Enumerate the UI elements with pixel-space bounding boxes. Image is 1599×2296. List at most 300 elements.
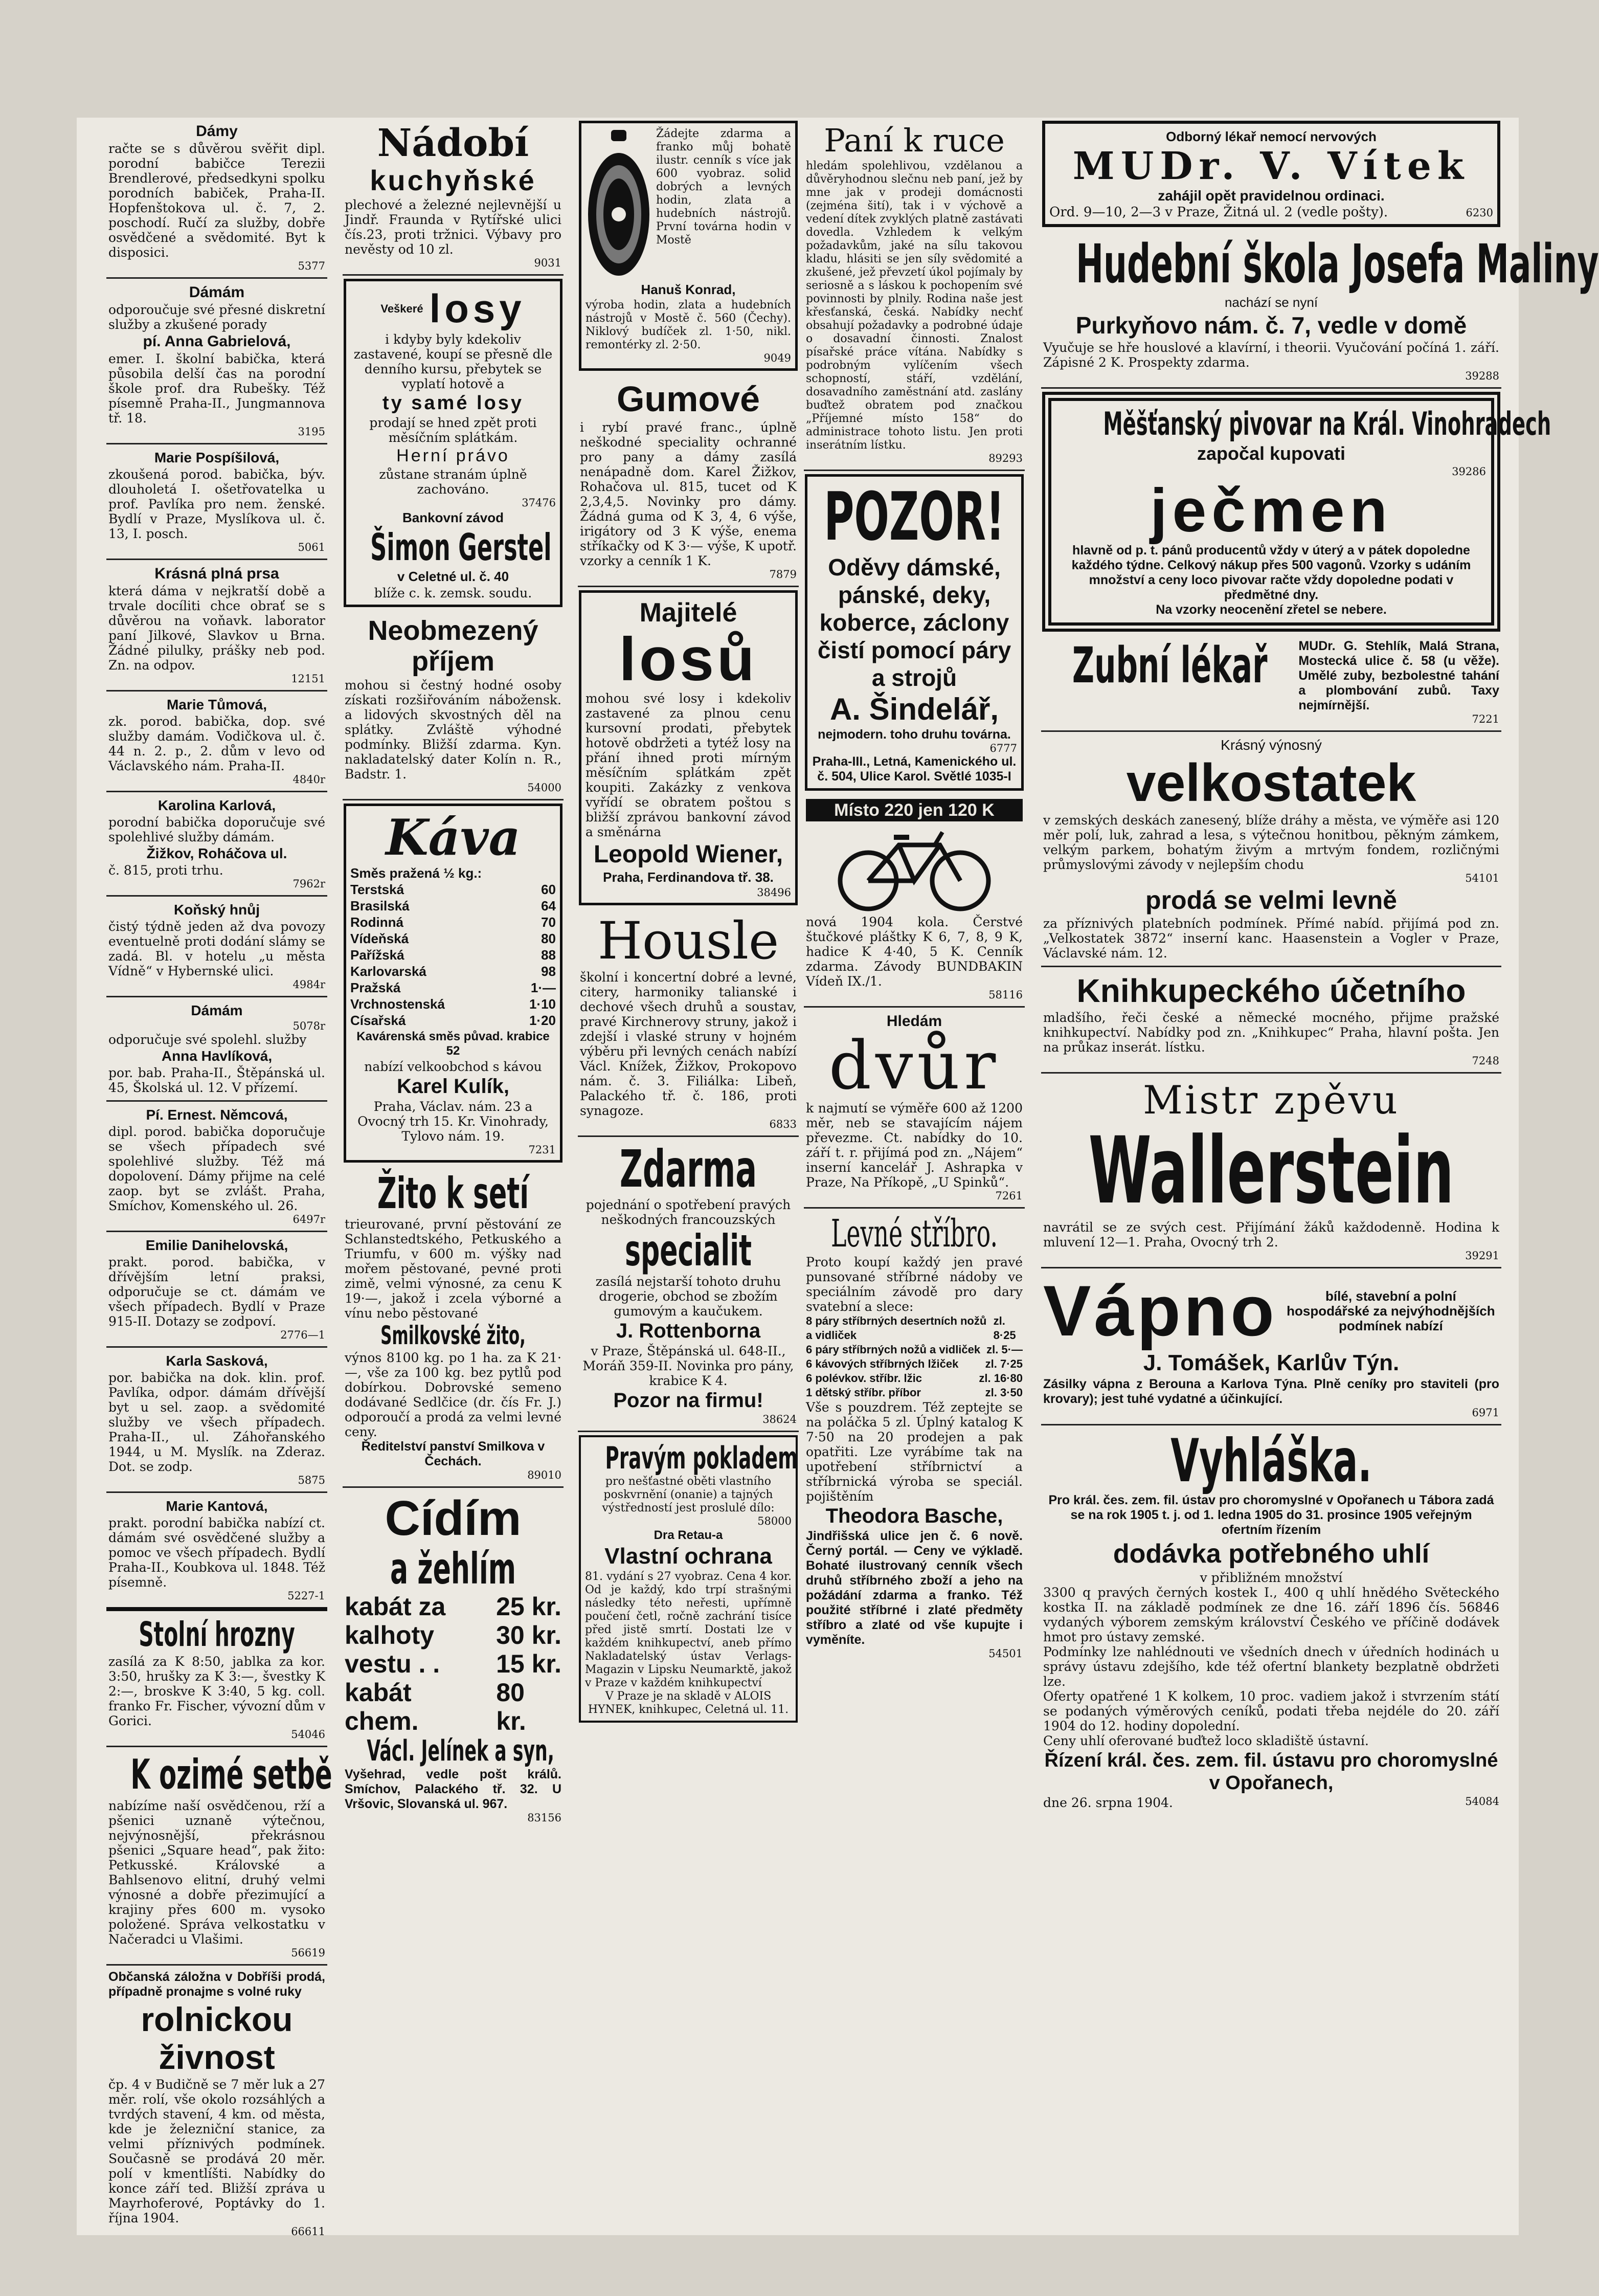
ad-title: Koňský hnůj [173,902,260,918]
price-row [350,963,556,979]
ad-pre: Hledám [886,1013,942,1030]
price-value: zl. 7·25 [985,1357,1023,1370]
price-list [350,881,556,1029]
ad-zubni-lekar [1041,635,1501,732]
ad-number: 54501 [988,1647,1023,1660]
ad-text: račte se s důvěrou svěřit dipl. porodní babičce Terezii Brendlerové, předsedkyni spolku porodních babiček, Praha-II. Hopfenštokova ul. č. 7, 2. poschodí. Ručí za služby, dobře osvědčené a svědomité. Byt k disposici. [108,141,325,260]
ad-number: 9049 [763,352,791,364]
ad-title: MUDr. V. Vítek [1072,144,1470,188]
ad-hudebni-skola [1041,230,1599,389]
ad-dvur [804,1008,1025,1209]
ad-title: rolnickou živnost [141,2000,293,2076]
ad-text: navrátil se ze svých cest. Přijímání žáků každodenně. Hodina k mluvení 12—1. Praha, Ovocný trh 2. [1043,1220,1499,1250]
ad-name: Karla Sasková, [166,1353,268,1369]
ad-number: 7231 [528,1144,556,1156]
column-2 [343,118,564,1829]
ad-subtitle: Pozor na firmu! [613,1389,763,1412]
price-item: kabát za [345,1592,446,1621]
ad-number: 5377 [298,260,325,272]
ad-vapno [1041,1268,1501,1425]
price-value: zl. 8·25 [993,1314,1016,1342]
ad-header: Občanská záložna v Dobříši prodá, případně pronajme s volné ruky [108,1970,325,1999]
ad-row [1043,1795,1499,1810]
ad-title: Žito k setí [377,1168,529,1218]
price-value: 80 kr. [496,1678,526,1735]
price-item: kalhoty [345,1621,435,1649]
ad-title: Neobmezený příjem [368,615,538,677]
ad-text: odporučuje své spolehl. služby [108,1032,307,1047]
ad-text: trieurované, první pěstování ze Schlanstedtského, Petkuského a Triumfu, v 600 m. výšky nad mořem pěstované, pevné proti zimě, velmi výnosné, za cenu K 19·—, jakož i zcela výborné a vínu nebo pěstované [345,1217,561,1321]
ad-damy [106,118,327,279]
ad-title: Vápno [1043,1270,1277,1351]
ad-text: Jindřišská ulice jen č. 6 nově. Černý portál. — Ceny ve výkladě. Bohaté ilustrovaný cenník všech druhů stříbrného zboží a jeho na požádání zdarma a franko. Též použité stříbrné i zlaté předměty stříbro a zlaté od vše kupujte i vyměníte. [806,1529,1023,1647]
ad-pospisilova [106,444,327,560]
ad-prijem [343,610,564,800]
price-item: 6 páry stříbrných nožů a vidliček [806,1343,981,1356]
ad-title: Mistr zpěvu [1143,1077,1400,1123]
price-value: 15 kr. [496,1649,561,1678]
ad-title: ječmen [1150,476,1392,545]
ad-text: Podmínky lze nahlédnouti ve všedních dnech v úředních hodinách u správy ústavu zdejšího, kde též ofertní blankety bezplatně obdržeti lze. [1043,1644,1499,1689]
ad-title: Gumové [616,379,760,419]
ad-zito [343,1166,564,1488]
price-item: Vídeňská [350,931,409,946]
price-value: 88 [541,947,556,963]
ad-konsky-hnuj [106,897,327,997]
ad-number: 66611 [291,2225,325,2238]
price-item: 8 páry stříbrných desertních nožů a vidliček [806,1314,987,1342]
ad-text: plechové a železné nejlevnější u Jindř. Fraunda v Rytířské ulici čís.23, proti tržnici. Výbavy pro nevěsty od 10 zl. [345,197,561,257]
ad-vyhlaska [1041,1425,1501,1815]
price-item: Brasilská [350,898,410,913]
ad-text: emer. I. školní babička, která působila delší čas na porodní škole prof. dra Rubešky. Též písemně Praha-II., Jungmannova tř. 18. [108,351,325,426]
ad-nadobi [343,118,564,276]
price-row [350,881,556,898]
ad-text: nejmodern. toho druhu továrna. [818,727,1011,742]
price-value: 64 [541,898,556,913]
bicycle-icon [832,824,996,911]
ad-kantova [106,1493,327,1611]
ad-subtitle: prodá se velmi levně [1145,886,1397,915]
ad-number: 7261 [995,1190,1023,1202]
ad-karlova [106,792,327,897]
ad-havlikova [106,997,327,1102]
price-row [345,1621,561,1649]
price-row [806,1386,1023,1400]
ad-number: 39288 [1465,370,1499,382]
ad-content [656,127,791,281]
ad-title: Vyhláška. [1170,1426,1372,1496]
column-3 [578,118,799,1726]
ad-number: 7248 [1472,1055,1499,1067]
ad-text: bílé, stavební a polní hospodářské za nejvýhodnějších podmínek nabízí [1287,1288,1495,1333]
ad-pre: Veškeré [380,302,423,315]
ad-text: čp. 4 v Budičně se 7 měr luk a 27 měr. rolí, vše okolo rozsáhlých a tvrdých stavení, 4 km. od města, kde je železniční stanice, za velmi příznivých podmínek. Současně se prodává 20 měr. polí v kmentlíšti. Nabídky do konce září ted. Bližší zpráva u Mayrhoferové, Poptávky do 1. října 1904. [108,2077,325,2225]
ad-text: pojednání o spotřebení pravých neškodných francouzských [585,1197,791,1227]
ad-subtitle: Herní právo [396,446,510,465]
ad-text: zasílá nejstarší tohoto druhu drogerie, obchod se zbožím gumovým a kaučukem. [595,1274,781,1319]
ad-name: Karel Kulík, [396,1075,510,1098]
ad-ozime-setbe [106,1747,332,1966]
ad-title: Housle [597,911,779,971]
price-row [350,1012,556,1029]
ad-text: hlavně od p. t. pánů producentů vždy v úterý a v pátek dopoledne každého týdne. Celkový nákup přes 500 vagonů. Vzorky s udáním množství a ceny loco pivovar račte vždy dopoledne podati v předmětné dny. [1071,543,1471,602]
ad-address: v Celetné ul. č. 40 [397,569,509,584]
ad-title: Cídím [385,1491,522,1546]
ad-hours: Ord. 9—10, 2—3 v Praze, Žitná ul. 2 (vedle pošty). [1049,205,1388,220]
ad-number: 5061 [298,541,325,553]
price-value: zl. 16·80 [979,1372,1023,1385]
ad-stribro [804,1209,1025,1665]
ad-number: 6230 [1466,206,1493,219]
ad-title: Zubní lékař [1072,637,1268,694]
ad-footer: Na vzorky neocenění zřetel se nebere. [1156,603,1387,617]
ad-subtitle: Směs pražená ½ kg.: [350,865,482,881]
ad-title: specialit [624,1225,752,1276]
ad-subtitle: započal kupovati [1197,443,1346,464]
column-1 [106,118,332,2243]
ad-text: č. 815, proti trhu. [108,863,223,878]
ad-subtitle: nachází se nyní [1224,295,1318,310]
ad-number: 58116 [988,989,1023,1001]
ad-name: A. Šindelář, [829,692,999,726]
price-value: zl. 5·— [986,1343,1023,1356]
ad-name: Emilie Danihelovská, [145,1237,288,1253]
ad-text: zk. porod. babička, dop. své služby damám. Vodičkova ul. č. 44 n. 2. p., 2. dům v levo od Václavského nám. Praha-II. [108,714,325,773]
ad-text: prodají se hned zpět proti měsíčním splátkám. [369,415,537,445]
price-value: 98 [541,964,556,979]
price-item: Pařížská [350,947,404,963]
ad-address: Žižkov, Roháčova ul. [146,845,287,861]
ad-number: 56619 [291,1947,325,1959]
ad-number: 39286 [1452,465,1486,478]
ad-number: 2776—1 [280,1329,325,1341]
ad-kola [804,794,1025,1008]
price-item: Císařská [350,1013,406,1028]
ad-title: Stolní hrozny [139,1615,295,1654]
ad-vitek [1042,121,1500,227]
price-row [350,898,556,914]
ad-text: Žádejte zdarma a franko můj bohatě ilustr. cenník s více jak 600 vyobraz. solid dobrých a levných hodin, zlata a hudebních nástrojů. První továrna hodin v Mostě [656,127,791,247]
ad-pre: Krásný výnosný [1221,737,1322,753]
ad-subtitle: dodávka potřebného uhlí [1113,1539,1430,1569]
ad-title: a žehlím [390,1544,516,1594]
ad-text: čistý týdně jeden až dva povozy eventuelně proti dodání slámy se zadá. Bl. v hotelu „u města Vídně“ v Hybernské ulici. [108,919,325,978]
ad-number: 38496 [757,886,791,899]
price-row [350,930,556,947]
ad-text: nová 1904 kola. Čerstvé štučkové pláštky K 6, 7, 8, 9 K, hadice K 4·40, 5 K. Cenník zdarma. Závody BUNDBAKIN Vídeň IX./1. [806,915,1023,989]
ad-gabrielova [106,279,327,444]
ad-text: školní i koncertní dobré a levné, citery, harmoniky talianské i dechové všech druhů a soustav, pravé Kirchnerovy struny, jakož i zdejší i vlaské struny v hojném výběru při levných cenách nabízí Václ. Knížek, Žižkov, Prokopovo nám. č. 3. Filiálka: Libeň, Palackého tř. č. 186, proti synagoze. [580,970,797,1118]
ad-number: 37476 [522,497,556,509]
price-item: kabát chem. [345,1678,419,1735]
price-value: 25 kr. [496,1592,561,1621]
ad-name: J. Rottenborna [616,1320,761,1342]
ad-number: 89010 [527,1469,561,1481]
ad-gumove [578,374,799,587]
price-item: 6 polévkov. stříbr. lžic [806,1372,922,1385]
ad-text: zůstane stranám úplně zachováno. [379,467,527,497]
ad-number: 9031 [534,257,561,269]
price-list [345,1592,561,1735]
ad-body [1043,639,1499,713]
ad-text: mohou své losy i kdekoliv zastavené za plnou cenu kursovní prodati, přebytek hotově obdržeti a tytéž losy na přání ihned proti mírným měsíčním splátkám zpět koupiti. Zakázky z venkova vyřídí se obratem poštou s bližší zprávou bankovní závod a směnárna [585,691,791,839]
ad-number: 5227-1 [287,1590,325,1602]
ad-text: mladšího, řeči české a německé mocného, přijme pražské knihkupectví. Nabídky pod zn. „Knihkupec“ Praha, hlavní pošta. Jen na průkaz inserát. lístku. [1043,1010,1499,1055]
ad-number: 6777 [989,742,1017,754]
ad-signature: Řízení král. čes. zem. fil. ústavu pro choromyslné v Opořanech, [1044,1750,1498,1794]
ad-name: Václ. Jelínek a syn, [367,1734,554,1768]
ad-text: 81. vydání s 27 vyobraz. Cena 4 kor. Od je každý, kdo trpí strašnými následky této neřesti, upřímně poučení četl, ročně zachrání tisíce před jistě smrtí. Dostati lze v každém knihkupectví, aneb přímo Nakladatelský ústav Verlags-Magazin v Lipsku Neumarktě, jakož v Praze v každém knihkupectví [585,1570,792,1689]
price-row [350,996,556,1012]
ad-title: Nádobí [377,121,529,165]
ad-name: Šimon Gerstel [370,526,552,569]
ad-text: výnos 8100 kg. po 1 ha. za K 21·—, vše za 100 kg. bez pytlů pod dobírkou. Dobrovské semeno dodávané Sedlčice (dr. čís Fr. J.) odporoučí a prodá za velmi levné ceny. [345,1350,561,1439]
ad-subtitle: Oděvy dámské, pánské, deky, koberce, záclony čistí pomocí páry a strojů [817,554,1011,691]
ad-text: Ceny uhlí oferované buďtež loco skladiště ústavní. [1043,1733,1369,1748]
ad-number: 7879 [769,568,797,581]
ad-saskova [106,1348,327,1493]
ad-stolni-hrozny [106,1611,327,1747]
ad-name: Wallerstein [1088,1118,1454,1224]
price-item: vestu . . [345,1649,440,1678]
price-value: 70 [541,915,556,930]
price-row [350,947,556,963]
ad-number: 7221 [1472,713,1499,725]
ad-text: i kdyby byly kdekoliv zastavené, koupí se přesně dle denního kursu, přebytek se vyplatí hotově a [353,332,553,391]
ad-nemcova [106,1102,327,1232]
pocket-watch-icon [585,127,652,281]
ad-subtitle: zahájil opět pravidelnou ordinaci. [1158,188,1385,204]
ad-kava [344,804,562,1163]
ad-velkostatek [1041,732,1501,967]
ad-knihkupecky [1041,967,1501,1074]
ad-title: Káva [386,809,521,866]
price-item: Terstská [350,882,404,897]
ad-text: za příznivých platebních podmínek. Přímé nabíd. přijímá pod zn. „Velkostatek 3872“ inserní kanc. Haasenstein a Vogler v Praze, Václavské nám. 12. [1043,916,1499,961]
ad-footer: Ředitelství panství Smilkova v Čechách. [361,1439,545,1468]
price-value: 60 [541,882,556,897]
ad-cidim [343,1488,564,1829]
ad-text: Vyučuje se hře houslové a klavírní, i theorii. Vyučování počíná 1. září. Zápisné 2 K. Prospekty zdarma. [1043,340,1499,370]
ad-number: 12151 [291,673,325,685]
ad-text: prakt. porodní babička nabízí ct. dámám své osvědčené služby a pomoc ve všech případech. Bydlí Praha-II., Koubkova ul. 1848. Též písemně. [108,1515,325,1590]
ad-text: k najmutí se výměře 600 až 1200 měr, neb se stavajícím nájem převezme. Ct. nabídky do 10. září t. r. přijímá pod zn. „Nájem“ inserní kancelář J. Ashrapka v Praze, Na Příkopě, „U Spinků“. [806,1101,1023,1190]
ad-text: dipl. porod. babička doporučuje se všech případech své spolehlivé služby. Též má dopolovení. Dámy přijme na celé zaop. byt se zvlášt. Praha, Smíchov, Komenského ul. 26. [108,1124,325,1213]
ad-title: Levné stříbro. [830,1212,998,1256]
ad-majitele-losu [579,590,798,905]
ad-text: mohou si čestný hodné osoby získati rozšiřováním nábožensk. a lidových skvostných děl na splátky. Zvláště výhodné podmínky. Bližší zdarma. Kyn. nakladatelský dater Kolín n. R., Badstr. 1. [345,678,561,782]
ad-text: prakt. porod. babička, v dřívějším letní praksi, odporučuje se ct. dámám ve všech případech. Bydlí v Praze 915-II. Dotazy se zodpoví. [108,1255,325,1329]
ad-number: 54046 [291,1728,325,1741]
ad-address: Praha, Václav. nám. 23 a Ovocný trh 15. Kr. Vinohrady, Tylovo nám. 19. [357,1099,549,1144]
price-item: 1 dětský stříbr. příbor [806,1386,921,1399]
ad-name: pí. Anna Gabrielová, [143,333,291,350]
ad-pivovar [1042,392,1551,632]
ad-number: 39291 [1465,1250,1499,1262]
ad-text: hledám spolehlivou, vzdělanou a důvěryhodnou slečnu neb paní, jež by mne jak v prodeji domácnosti (zejména šití), tak i v výchově a vedení dítek zvyklých platně zastávati dovedla. Vzhledem k velkým požadavkům, jaké na sílu takovou kladu, hlásiti se jen síly svědomité a zkušené, jež převzetí úkol pojímaly by seriosně a s láskou k pochopením své povinnosti by plnily. Rodina naše jest křesťanská, česká. Nabídky nechť obsahují požadavky a podrobné údaje o dosavadní činnosti. Znalost písařské práce vítána. Nabídky s podrobným vylíčením všech schopností, stáří, vzdělání, dosavadního zaměstnání atd. zaslány buďtež obratem pod značkou „Příjemné místo 158“ do administrace tohoto listu. Jen proti inserátním lístku. [806,160,1023,452]
price-item: Rodinná [350,915,403,930]
ad-address: Purkyňovo nám. č. 7, vedle v domě [1075,312,1467,339]
ad-subtitle: ty samé losy [382,392,524,414]
price-row [806,1357,1023,1371]
ad-text: nabízí velkoobchod s kávou [364,1059,542,1074]
newspaper-page [77,118,1599,2238]
ad-title: dvůr [828,1027,1000,1104]
price-row [350,914,556,930]
ad-title: Dámám [191,1002,243,1018]
price-value: 1·10 [529,996,556,1012]
price-row [345,1592,561,1621]
ad-text: která dáma v nejkratší době a trvale docíliti chce obrať se s důvěrou na voňavk. laborator paní Jilkové, Slavkov u Brna. Žádné pilulky, prášky neb pod. Zn. na odpov. [108,584,325,673]
ad-author: Dra Retau-a [654,1528,723,1542]
ad-text: Zásilky vápna z Berouna a Karlova Týna. Plně ceníky pro staviteli (pro krovary); jest tuhé vydatné a účinkující. [1043,1377,1499,1406]
ad-text: v zemských deskách zanesený, blíže dráhy a města, ve výměře asi 120 měr polí, luk, zahrad a lesa, s výtečnou honitbou, pěkným zámkem, velkým parkem, bohatým živým a mrtvým fondem, rozličnými průmyslovými závody v nejlepším chodu [1043,813,1499,872]
ad-address: V Praze je na skladě v ALOIS HYNEK, knihkupec, Celetná ul. 11. [588,1690,789,1716]
column-5 [1041,118,1599,1815]
ad-address: Vyšehrad, vedle pošt králů. Smíchov, Palackého tř. 32. U Vršovic, Slovanská ul. 967. [345,1767,561,1811]
ad-title: Dámám [189,284,245,301]
ad-zdarma [578,1137,799,1432]
ad-text: Oferty opatřené 1 K kolkem, 10 proc. vadiem jakož i stvrzením státí se podaných výměrových ceníků, podati třeba nejdéle do 20. září 1904 do 12. hodiny dopolední. [1043,1689,1499,1733]
ad-address: Praha-III., Letná, Kamenického ul. č. 504, Ulice Karol. Světlé 1035-I [812,754,1017,784]
ad-address: blíže c. k. zemsk. soudu. [374,586,532,600]
ad-pokladem [579,1435,798,1723]
ad-number: 54101 [1465,872,1499,884]
ad-name: Marie Pospíšilová, [154,450,280,465]
ad-title: velkostatek [1126,753,1416,813]
ad-heading [350,285,556,332]
ad-subtitle: Smilkovské žito, [380,1321,526,1350]
price-row [350,979,556,996]
price-value: 30 kr. [496,1621,561,1649]
ad-name: Hanuš Konrad, [641,282,736,297]
ad-text: pro nešťastné oběti vlastního poskvrnění (onanie) a tajných výstředností jest proslulé dílo: [602,1475,775,1514]
price-value: zl. 3·50 [985,1386,1023,1399]
ad-title: Místo 220 jen 120 K [806,799,1023,821]
ad-number: 3195 [298,426,325,438]
ad-number: 38624 [762,1413,797,1425]
price-row [345,1678,561,1735]
ad-text: odporoučuje své přesné diskretní služby a zkušené porady [108,302,325,332]
ad-title: Paní k ruce [824,122,1005,159]
price-row [806,1314,1023,1343]
ad-text: výroba hodin, zlata a hudebních nástrojů v Mostě č. 560 (Čechy). Niklový budíček zl. 1·50, nikl. remontérky zl. 2·50. [585,299,791,351]
ad-number: 5078r [292,1020,325,1032]
ad-address: Praha, Ferdinandova tř. 38. [603,870,774,885]
ad-pani-k-ruce [804,118,1025,471]
ad-subtitle: kuchyňské [370,164,536,196]
ad-title: Dámy [196,123,238,140]
ad-text: nabízíme naší osvědčenou, rží a pšenici uznaně výtečnou, nejvýnosnější, překrásnou pšenici „Square head“, pak žito: Petkusské. Královské a Bahlsenovo elitní, druhý velmi výnosné a dobře přezimující a krajiny přes 600 m. vysoko položené. Správa velkostatku v Načeradci u Vlašimi. [108,1798,325,1947]
ad-title: POZOR! [824,478,1005,555]
ad-rolnicka-zivnost [106,1966,327,2243]
price-value: 1·— [530,980,556,995]
ad-text: zasílá za K 8:50, jablka za kor. 3:50, hrušky za K 3:—, švestky K 2:—, broskve K 3:40, 5 kg. coll. franko Fr. Fischer, vývozní dům v Gorici. [108,1654,325,1728]
ad-date: dne 26. srpna 1904. [1043,1795,1173,1810]
ad-text: zkoušená porod. babička, býv. dlouholetá I. ošetřovatelka u prof. Pavlíka pro nem. ženské. Bydlí v Praze, Myslíkova ul. č. 13, I. posch. [108,467,325,541]
ad-number: 6971 [1472,1407,1499,1419]
price-value: 1·20 [529,1013,556,1028]
price-row [806,1371,1023,1386]
ad-text: Proto koupí každý jen pravé punsované stříbrné nádoby ve speciálním závodě pro dary svatební a slece: [806,1255,1023,1314]
ad-text: v přibližném množství [1200,1570,1343,1585]
ad-title: losy [429,286,526,331]
ad-name: Leopold Wiener, [593,841,783,868]
ad-danihelovska [106,1232,327,1348]
ad-wallerstein [1041,1074,1501,1268]
ad-name: J. Tomášek, Karlův Týn. [1143,1350,1400,1375]
ad-name: Marie Tůmová, [166,697,267,712]
ad-text: porodní babička doporučuje své spolehlivé služby dámám. [108,815,325,844]
ad-tumova [106,692,327,792]
price-item: Vrchnostenská [350,996,445,1012]
ad-name: Pí. Ernest. Němcová, [146,1107,288,1123]
ad-body [1043,1270,1499,1351]
ad-text: por. bab. Praha-II., Štěpánská ul. 45, Školská ul. 12. V přízemí. [108,1065,325,1095]
ad-name: Marie Kantová, [166,1498,268,1514]
ad-number: 54000 [527,782,561,794]
ad-text: 3300 q pravých černých kostek I., 400 q uhlí hnědého Světeckého kostka II. na základě podmínek ze dne 16. září 1896 čís. 56846 vydaných výborem zemským království Českého ve příčině dodávek hmot pro ústavy zemské. [1043,1585,1499,1644]
ad-title: losů [619,625,758,694]
ad-name: Karolina Karlová, [157,797,276,813]
ad-number: 7962r [292,878,325,890]
ad-housle [578,908,799,1137]
ad-number: 83156 [527,1812,561,1824]
ad-title: Zdarma [619,1139,757,1199]
ad-number: 54084 [1465,1795,1499,1808]
ad-number: 6833 [769,1118,797,1130]
ad-title: Knihkupeckého účetního [1076,972,1466,1009]
ad-title: Pravým pokladem [605,1440,798,1476]
ad-row [1049,205,1493,220]
price-list [806,1314,1023,1400]
ad-extra: Kavárenská směs půvad. krabice 52 [356,1030,550,1058]
price-item: Pražská [350,980,401,995]
price-row [806,1343,1023,1357]
ad-title: K ozimé setbě [130,1751,332,1798]
ad-title: Majitelé [639,598,737,628]
ad-number: 89293 [988,452,1023,464]
ad-number: 6497r [292,1213,325,1225]
ad-number: 58000 [757,1515,792,1527]
ad-text: i rybí pravé franc., úplně neškodné speciality ochranné pro pany a dámy zasílá nenápadně dom. Karel Žižkov, Rohačova ul. 815, tucet od K 2,3,4,5. Novinky pro dámy. Žádná guma od K 3, 4, 6 výše, irigátory od 3 K výše, enema stříkačky od K 3·— výše, K upotř. vzorky a cenník 1 K. [580,420,797,568]
ad-text: MUDr. G. Stehlík, Malá Strana, Mostecká ulice č. 58 (u věže). Umělé zuby, bezbolestné tahání a plombování zubů. Taxy nejmírnější. [1298,639,1499,712]
ad-losy [344,279,562,607]
ad-title: Krásná plná prsa [154,565,279,582]
ad-krasna-prsa [106,560,327,692]
ad-number: 4984r [292,978,325,991]
column-4 [804,118,1025,1665]
ad-text: por. babička na dok. klin. prof. Pavlíka, odpor. dámám dřívější byt u sel. zaop. a svědomité služby ve všech případech. Praha-II., ul. Záhořanského 1944, u M. Myslík. na Zderaz. Dot. se zodp. [108,1370,325,1474]
ad-bank: Bankovní závod [402,510,504,525]
ad-text: Vše s pouzdrem. Též zeptejte se na poláčka 5 zl. Úplný katalog K 7·50 na 20 prodejen a pak opatřiti. Lze vyrábíme tak na upotřebení stříbrnictví a stříbrnická výroba se speciál. pojištěním [806,1400,1023,1504]
ad-number: 5875 [298,1474,325,1486]
ad-title: Vlastní ochrana [604,1544,772,1569]
price-item: 6 kávových stříbrných lžiček [806,1357,959,1370]
price-item: Karlovarská [350,964,426,979]
ad-text: Pro král. čes. zem. fil. ústav pro choromyslné v Opořanech u Tábora zadá se na rok 1905 t. j. od 1. ledna 1905 do 31. prosince 1905 veřejným ofertním řízením [1048,1493,1494,1537]
ad-address: v Praze, Štěpánská ul. 648-II., Moráň 359-II. Novinka pro pány, krabice K 4. [582,1344,794,1388]
ad-title: Hudební škola Josefa Maliny [1076,233,1599,295]
ad-header: Odborný lékař nemocí nervových [1166,129,1377,144]
price-value: 80 [541,931,556,946]
ad-name: Anna Havlíková, [161,1048,273,1064]
ad-pozor [805,474,1024,791]
ad-hodiny [579,121,798,371]
ad-body [585,127,791,281]
ad-number: 4840r [292,773,325,786]
